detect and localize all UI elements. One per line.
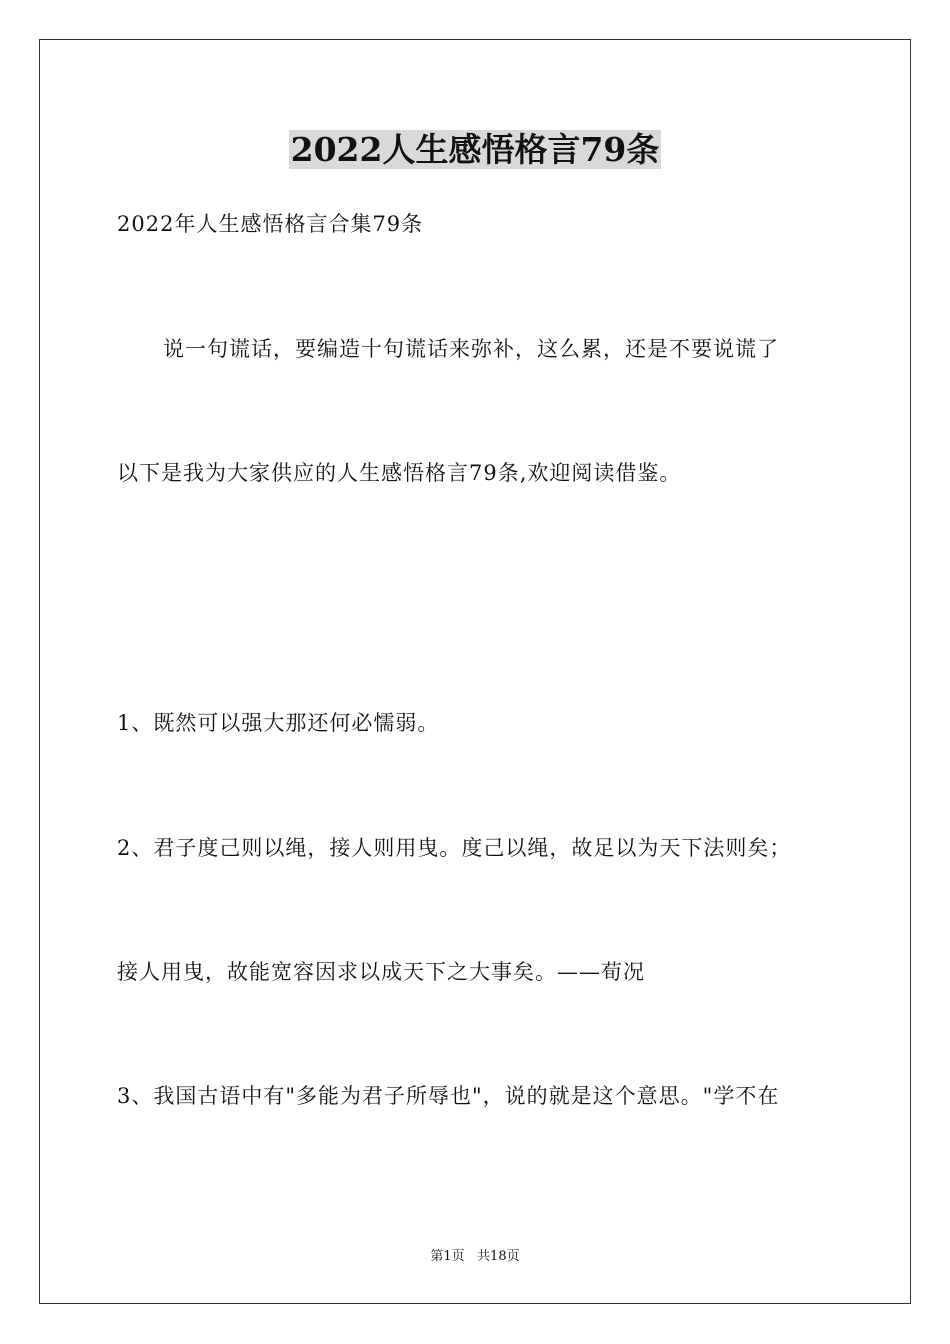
quote-item-2: 2、君子度己则以绳，接人则用曳。度己以绳，故足以为天下法则矣； [117, 836, 792, 860]
document-title [0, 128, 950, 172]
intro-paragraph-continued: 以下是我为大家供应的人生感悟格言79条,欢迎阅读借鉴。 [117, 461, 682, 485]
page-number: 第1页 共18页 [430, 1249, 520, 1264]
intro-paragraph: 说一句谎话，要编造十句谎话来弥补，这么累，还是不要说谎了 [163, 337, 779, 361]
document-subtitle: 2022年人生感悟格言合集79条 [117, 212, 424, 236]
document-title-text: 2022人生感悟格言79条 [290, 130, 660, 169]
quote-item-1: 1、既然可以强大那还何必懦弱。 [117, 711, 440, 735]
quote-item-3: 3、我国古语中有"多能为君子所辱也"，说的就是这个意思。"学不在 [117, 1084, 780, 1108]
quote-item-2-continued: 接人用曳，故能宽容因求以成天下之大事矣。——荀况 [117, 960, 645, 984]
